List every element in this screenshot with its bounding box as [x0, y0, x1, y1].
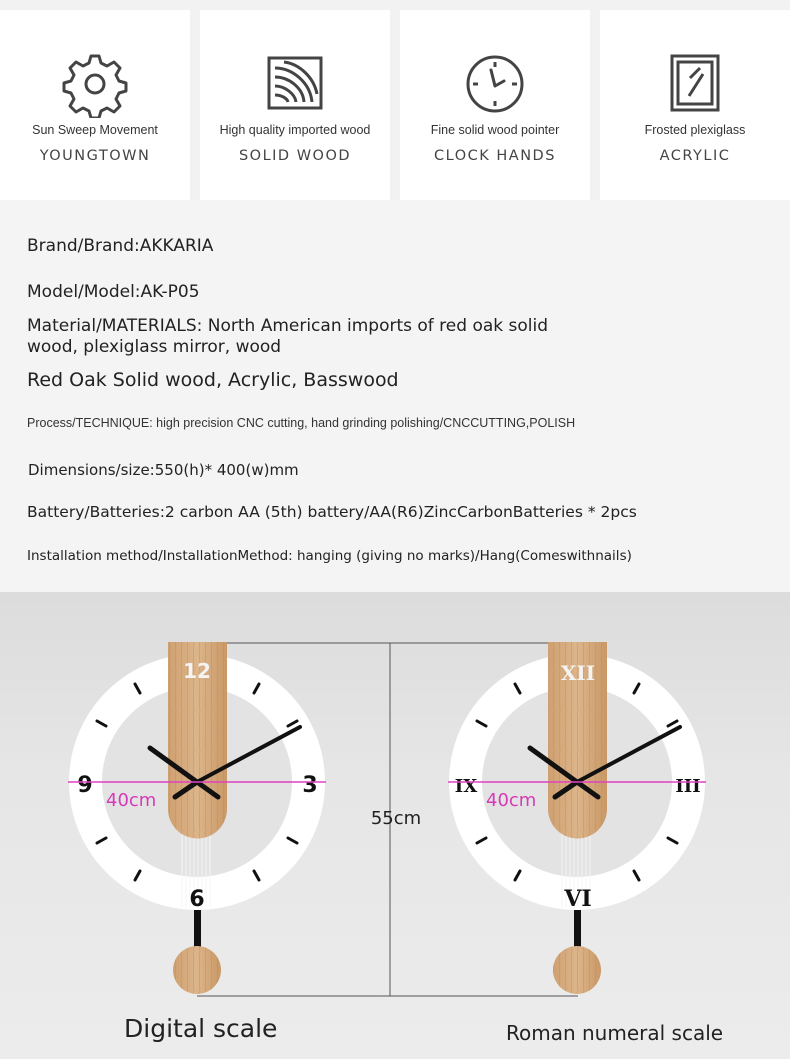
numeral-iii: III	[675, 776, 701, 797]
width-label-right: 40cm	[486, 790, 537, 811]
spec-battery: Battery/Batteries:2 carbon AA (5th) battery/AA(R6)ZincCarbonBatteries * 2pcs	[27, 503, 637, 521]
numeral-6: 6	[189, 887, 205, 912]
clock-icon	[400, 48, 590, 118]
spec-process: Process/TECHNIQUE: high precision CNC cutting, hand grinding polishing/CNCCUTTING,POLISH	[27, 416, 576, 430]
feature-card-wood	[200, 10, 390, 200]
numeral-3: 3	[302, 773, 318, 798]
spec-brand: Brand/Brand:AKKARIA	[27, 236, 214, 256]
spec-dimensions: Dimensions/size:550(h)* 400(w)mm	[28, 461, 299, 479]
spec-material-short: Red Oak Solid wood, Acrylic, Basswood	[27, 369, 399, 391]
product-photo	[0, 592, 790, 1059]
feature-card-acrylic	[600, 10, 790, 200]
feature-card-hands	[400, 10, 590, 200]
feature-subtitle: Sun Sweep Movement	[32, 123, 158, 137]
feature-card-movement	[0, 10, 190, 200]
clock-illustration	[0, 592, 790, 1059]
wood-grain-icon	[200, 48, 390, 118]
spec-material-line1: Material/MATERIALS: North American imports of red oak solid	[27, 316, 549, 336]
caption-roman-scale: Roman numeral scale	[506, 1021, 724, 1045]
numeral-vi: VI	[564, 886, 592, 912]
numeral-9: 9	[77, 773, 93, 798]
caption-digital-scale: Digital scale	[124, 1014, 278, 1043]
numeral-12: 12	[183, 659, 211, 683]
acrylic-panel-icon	[600, 48, 790, 118]
right-clock	[449, 642, 705, 994]
feature-subtitle: Fine solid wood pointer	[430, 123, 560, 137]
feature-title: ACRYLIC	[659, 148, 731, 164]
spec-material-line2: wood, plexiglass mirror, wood	[27, 337, 282, 357]
feature-title: YOUNGTOWN	[39, 148, 151, 164]
feature-strip	[0, 0, 790, 200]
feature-title: CLOCK HANDS	[434, 148, 556, 164]
numeral-ix: IX	[454, 776, 478, 797]
height-label: 55cm	[370, 808, 422, 829]
spec-installation: Installation method/InstallationMethod: hanging (giving no marks)/Hang(Comeswithnails)	[27, 548, 632, 564]
feature-subtitle: High quality imported wood	[219, 123, 371, 137]
width-label-left: 40cm	[106, 790, 157, 811]
feature-title: SOLID WOOD	[238, 148, 352, 164]
numeral-xii: XII	[560, 661, 596, 685]
gear-icon	[0, 48, 190, 118]
feature-subtitle: Frosted plexiglass	[644, 123, 746, 137]
left-clock	[69, 642, 325, 994]
spec-model: Model/Model:AK-P05	[27, 282, 200, 302]
